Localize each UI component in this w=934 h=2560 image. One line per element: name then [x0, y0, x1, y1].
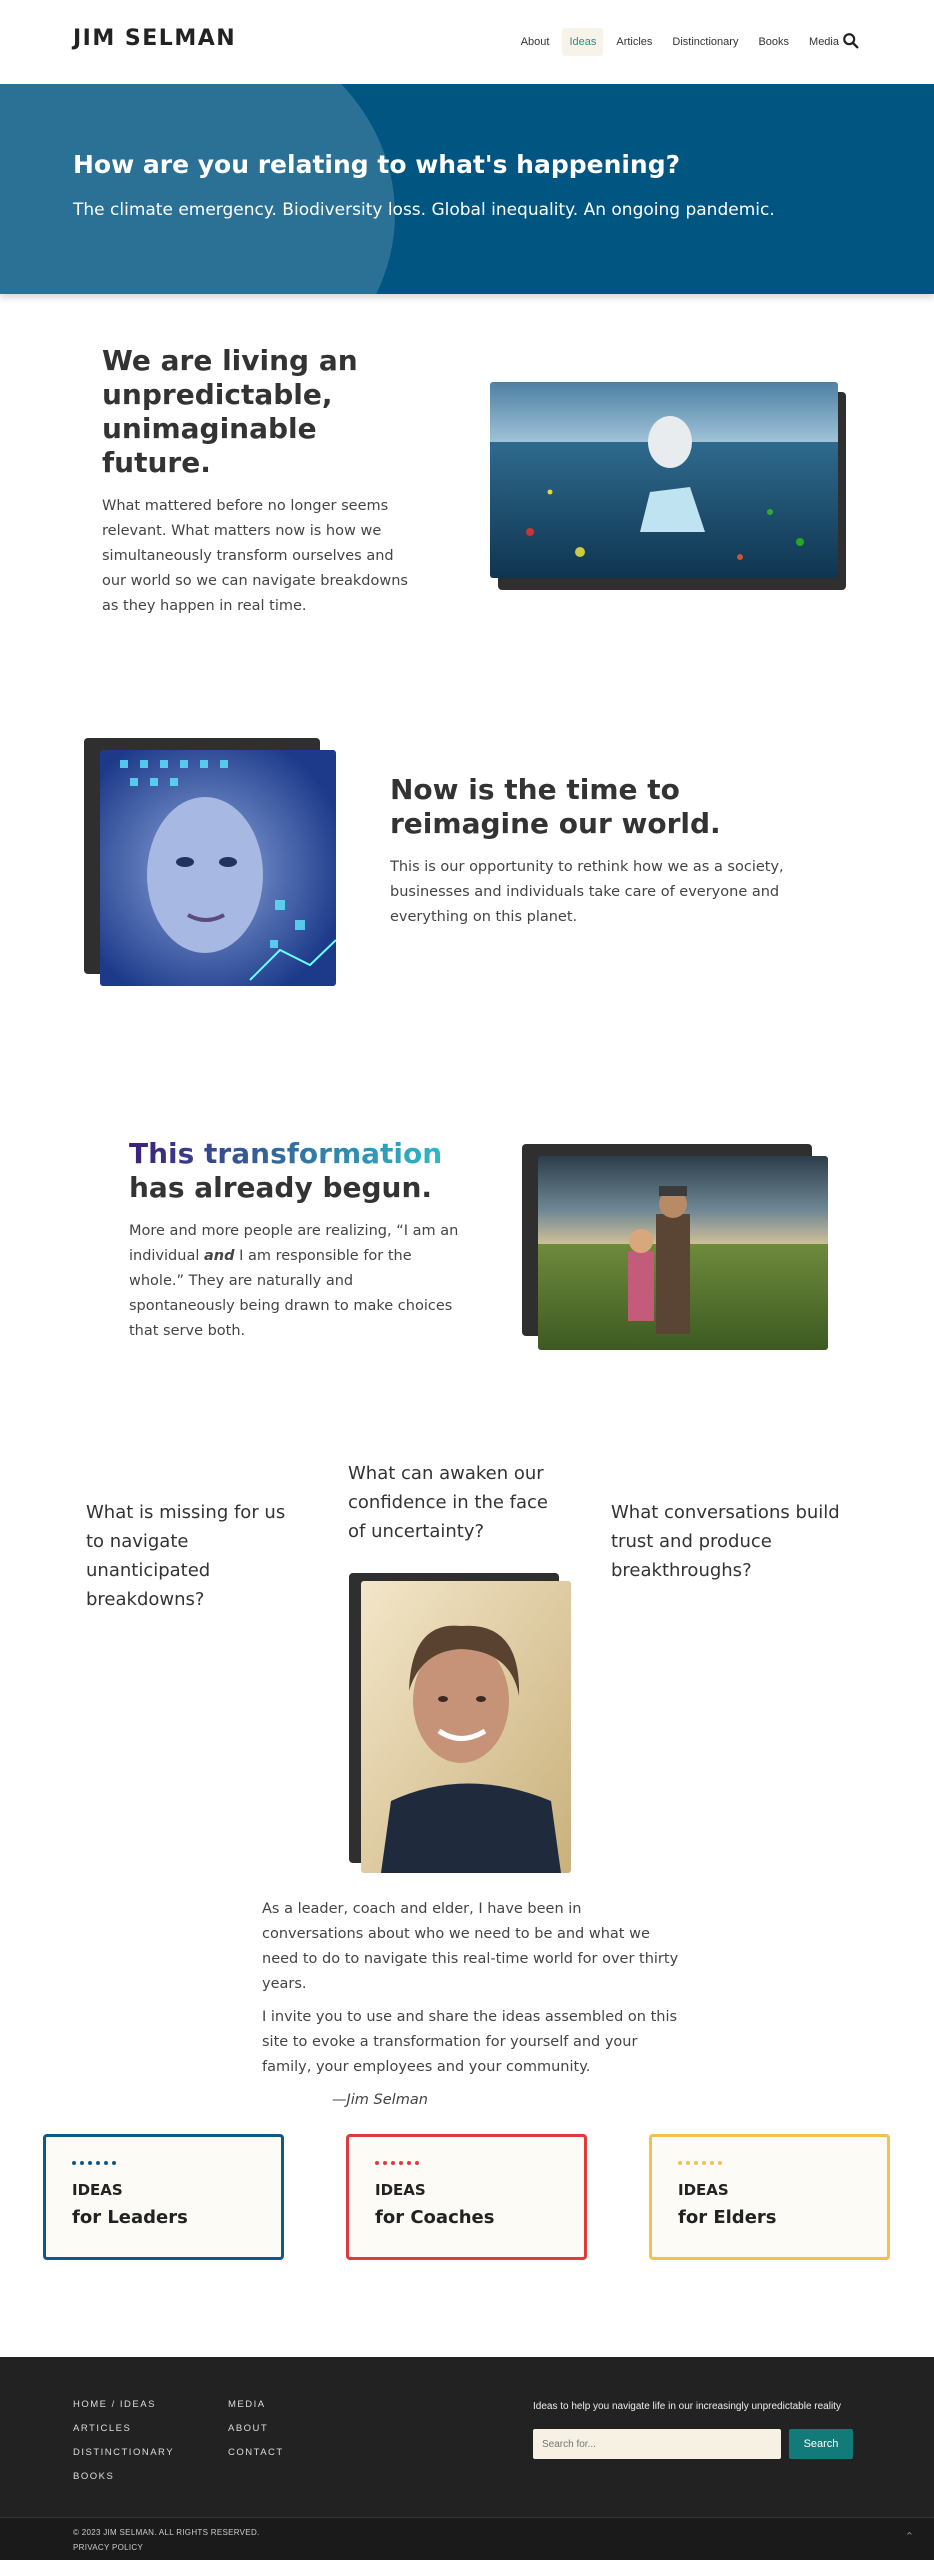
hero-banner: [0, 84, 934, 294]
digital-face-photo: [100, 750, 336, 986]
card-ideas-for-leaders[interactable]: [43, 2134, 284, 2260]
polar-bear-image: [490, 382, 846, 590]
footer-link-home-ideas[interactable]: HOME / IDEAS: [73, 2399, 156, 2410]
main-nav: [514, 28, 846, 56]
hero-decorative-circle: [0, 84, 395, 294]
section3-body-part1: More and more people are realizing, “I am an individual: [129, 1223, 459, 1264]
section-reimagine: [390, 773, 790, 930]
nav-media[interactable]: Media: [809, 36, 839, 48]
section-transformation: [129, 1137, 459, 1344]
section2-title: Now is the time to reimagine our world.: [390, 773, 721, 840]
nav-articles[interactable]: Articles: [616, 36, 653, 48]
sub-footer: [0, 2517, 934, 2560]
card-title: for Coaches: [375, 2207, 495, 2228]
intro-statement: [262, 1897, 682, 2113]
footer-link-books[interactable]: BOOKS: [73, 2471, 115, 2482]
card-title: for Leaders: [72, 2207, 188, 2228]
question-missing: What is missing for us to navigate unanticipated breakdowns?: [86, 1502, 286, 1610]
footer-search-button[interactable]: Search: [789, 2429, 853, 2459]
footer-link-media[interactable]: MEDIA: [228, 2399, 266, 2410]
field-family-photo: [538, 1156, 828, 1350]
polar-bear-photo: [490, 382, 838, 578]
digital-face-image: [84, 738, 338, 986]
portrait-image: [349, 1573, 573, 1873]
card-ideas-for-elders[interactable]: [649, 2134, 890, 2260]
jim-selman-portrait: [361, 1581, 571, 1873]
card-label: IDEAS: [72, 2181, 123, 2199]
section-unpredictable: [102, 344, 412, 619]
footer-link-distinctionary[interactable]: DISTINCTIONARY: [73, 2447, 175, 2458]
copyright: © 2023 JIM SELMAN. ALL RIGHTS RESERVED.: [73, 2528, 260, 2537]
section3-title-rest: has already begun.: [129, 1171, 433, 1204]
question-awaken: What can awaken our confidence in the face of uncertainty?: [348, 1463, 548, 1542]
card-dots: [678, 2161, 722, 2165]
site-footer: [0, 2357, 934, 2517]
footer-tagline: Ideas to help you navigate life in our increasingly unpredictable reality: [533, 2401, 841, 2412]
question-conversations: What conversations build trust and produce breakthroughs?: [611, 1502, 840, 1581]
section1-body: What mattered before no longer seems relevant. What matters now is how we simultaneously transform ourselves and our world so we can navigate breakdowns as they happen in real time.: [102, 498, 408, 614]
nav-about[interactable]: About: [520, 36, 550, 48]
site-logo[interactable]: JIM SELMAN: [73, 26, 237, 51]
card-label: IDEAS: [678, 2181, 729, 2199]
hero-subtitle: The climate emergency. Biodiversity loss. Global inequality. An ongoing pandemic.: [73, 200, 775, 220]
footer-link-contact[interactable]: CONTACT: [228, 2447, 284, 2458]
card-label: IDEAS: [375, 2181, 426, 2199]
card-ideas-for-coaches[interactable]: [346, 2134, 587, 2260]
footer-link-about[interactable]: ABOUT: [228, 2423, 269, 2434]
hero-title: How are you relating to what's happening?: [73, 150, 681, 179]
section3-body-part2: I am responsible for the whole.” They are naturally and spontaneously being drawn to make choices that serve both.: [129, 1248, 453, 1339]
card-title: for Elders: [678, 2207, 777, 2228]
card-dots: [375, 2161, 419, 2165]
intro-paragraph-2: I invite you to use and share the ideas assembled on this site to evoke a transformation for yourself and your family, your employees and your community.: [262, 2009, 678, 2075]
intro-paragraph-1: As a leader, coach and elder, I have been in conversations about who we need to be and what we need to do to navigate this real-time world for over thirty years.: [262, 1901, 679, 1992]
signature: —Jim Selman: [332, 2092, 428, 2108]
section1-title: We are living an unpredictable, unimaginable future.: [102, 344, 358, 479]
site-header: [0, 0, 934, 84]
card-dots: [72, 2161, 116, 2165]
chevron-up-icon[interactable]: ⌃: [904, 2531, 914, 2543]
nav-books[interactable]: Books: [758, 36, 790, 48]
section3-title-gradient: This transformation: [129, 1137, 443, 1170]
section3-body-emphasis: and: [203, 1248, 235, 1264]
footer-search-input[interactable]: [533, 2429, 781, 2459]
footer-link-articles[interactable]: ARTICLES: [73, 2423, 132, 2434]
nav-ideas[interactable]: Ideas: [562, 28, 603, 56]
section3-body: [129, 1219, 459, 1344]
field-family-image: [522, 1144, 828, 1350]
section3-title: [129, 1137, 459, 1205]
search-icon[interactable]: [842, 32, 860, 50]
nav-distinctionary[interactable]: Distinctionary: [672, 36, 739, 48]
privacy-policy-link[interactable]: PRIVACY POLICY: [73, 2543, 144, 2552]
section2-body: This is our opportunity to rethink how we as a society, businesses and individuals take care of everyone and everything on this planet.: [390, 859, 784, 925]
